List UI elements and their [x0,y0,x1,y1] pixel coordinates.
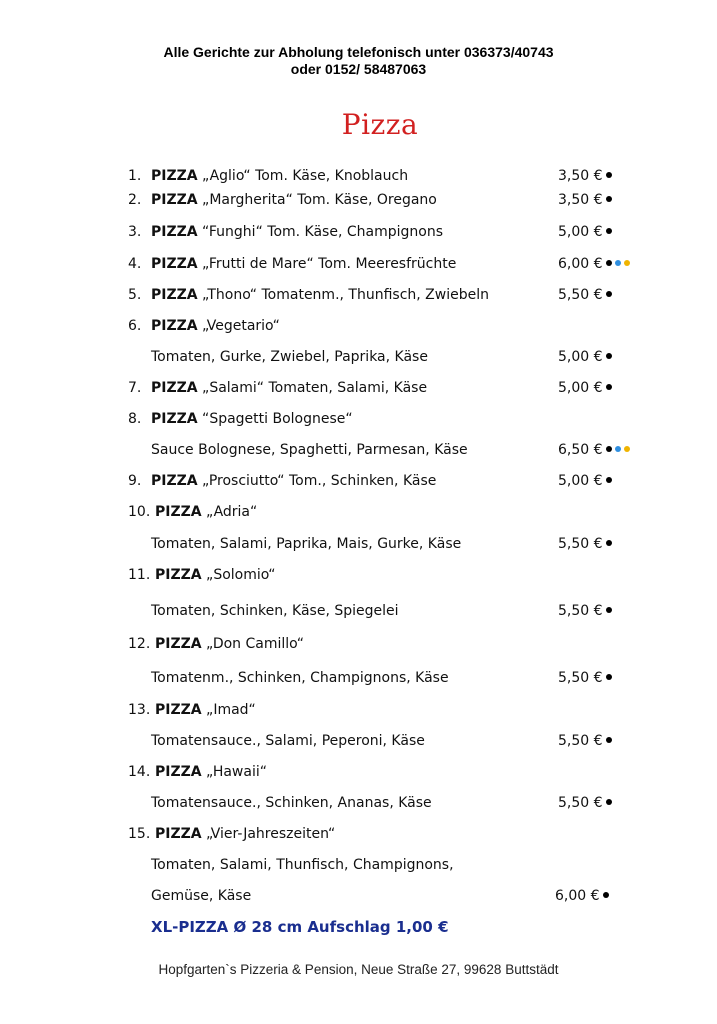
menu-item-text: „Hawaii“ [201,764,267,780]
menu-item-description [151,188,437,212]
menu-row [0,220,717,244]
menu-item-price [558,164,612,188]
menu-item-number: 15. [128,826,151,842]
menu-item-text: Tomatensauce., Salami, Peperoni, Käse [151,733,425,749]
menu-item-text: Tomaten, Gurke, Zwiebel, Paprika, Käse [151,349,428,365]
footer-address: Hopfgarten`s Pizzeria & Pension, Neue Straße 27, 99628 Buttstädt [158,962,559,977]
black-dot-icon [603,892,609,898]
menu-item-number: 8. [128,411,142,427]
black-dot-icon [606,353,612,359]
menu-item-price [555,884,609,908]
menu-item-keyword: PIZZA [151,411,198,427]
price-text: 5,50 € [558,795,603,811]
menu-item-description [151,532,461,556]
menu-item-price [558,729,612,753]
black-dot-icon [606,260,612,266]
xl-pizza-note: XL-PIZZA Ø 28 cm Aufschlag 1,00 € [151,918,449,936]
menu-item-number: 10. [128,504,151,520]
menu-item-text: „Vier-Jahreszeiten“ [201,826,336,842]
black-dot-icon [606,446,612,452]
menu-item-text: Tomaten, Salami, Paprika, Mais, Gurke, Käse [151,536,462,552]
menu-row [0,822,717,846]
yellow-dot-icon [624,446,630,452]
menu-item-text: Tomaten, Salami, Thunfisch, Champignons, [151,857,454,873]
black-dot-icon [606,737,612,743]
menu-item-number: 12. [128,636,151,652]
menu-item-text: „Adria“ [201,504,258,520]
menu-item-keyword: PIZZA [151,473,198,489]
page-title: Pizza [341,108,419,141]
price-text: 3,50 € [558,168,603,184]
menu-item-keyword: PIZZA [151,287,198,303]
menu-item-text: „Vegetario“ [197,318,280,334]
price-text: 6,50 € [558,442,603,458]
yellow-dot-icon [624,260,630,266]
menu-item-text: Tomatensauce., Schinken, Ananas, Käse [151,795,432,811]
header-phone-line: Alle Gerichte zur Abholung telefonisch unter 036373/40743 [163,44,554,60]
menu-row [0,698,717,722]
menu-item-number: 6. [128,318,142,334]
menu-item-description [151,884,251,908]
price-text: 5,50 € [558,670,603,686]
menu-row [0,283,717,307]
black-dot-icon [606,196,612,202]
menu-item-keyword: PIZZA [155,826,202,842]
menu-item-number: 5. [128,287,142,303]
menu-item-price [558,376,612,400]
menu-item-number: 7. [128,380,142,396]
menu-row [0,376,717,400]
menu-item-text: “Spagetti Bolognese“ [197,411,353,427]
black-dot-icon [606,172,612,178]
price-text: 6,00 € [558,256,603,272]
menu-item-price [558,283,612,307]
menu-row [0,791,717,815]
menu-item-price [558,345,612,369]
menu-item-keyword: PIZZA [155,764,202,780]
menu-item-keyword: PIZZA [151,168,198,184]
blue-dot-icon [615,260,621,266]
header-mobile-line: oder 0152/ 58487063 [290,61,427,77]
menu-item-description [155,632,304,656]
menu-item-keyword: PIZZA [155,636,202,652]
menu-item-price [558,469,612,493]
menu-item-text: Tomaten, Schinken, Käse, Spiegelei [151,603,399,619]
menu-row [0,853,717,877]
menu-item-keyword: PIZZA [151,192,198,208]
menu-row [0,469,717,493]
black-dot-icon [606,477,612,483]
menu-item-keyword: PIZZA [155,702,202,718]
menu-row [0,407,717,431]
black-dot-icon [606,540,612,546]
menu-item-text: „Margherita“ Tom. Käse, Oregano [197,192,437,208]
black-dot-icon [606,607,612,613]
menu-row [0,729,717,753]
menu-row [0,500,717,524]
black-dot-icon [606,228,612,234]
menu-row [0,164,717,188]
price-text: 5,00 € [558,473,603,489]
menu-item-keyword: PIZZA [151,256,198,272]
menu-item-description [151,438,468,462]
menu-item-keyword: PIZZA [155,567,202,583]
menu-item-description [151,314,280,338]
menu-row [0,314,717,338]
menu-item-number: 14. [128,764,151,780]
menu-row [0,345,717,369]
menu-item-price [558,599,612,623]
menu-item-number: 13. [128,702,151,718]
menu-item-description [151,376,427,400]
menu-row [0,599,717,623]
menu-item-description [151,345,428,369]
menu-item-description [151,164,408,188]
menu-item-text: „Prosciutto“ Tom., Schinken, Käse [197,473,437,489]
price-text: 5,50 € [558,536,603,552]
menu-row [0,884,717,908]
black-dot-icon [606,384,612,390]
menu-item-text: „Thono“ Tomatenm., Thunfisch, Zwiebeln [197,287,489,303]
menu-item-text: „Don Camillo“ [201,636,304,652]
menu-item-text: „Frutti de Mare“ Tom. Meeresfrüchte [197,256,457,272]
menu-item-number: 1. [128,168,142,184]
menu-item-text: „Imad“ [201,702,256,718]
menu-item-text: „Salami“ Tomaten, Salami, Käse [197,380,428,396]
menu-item-price [558,438,630,462]
menu-item-description [151,791,432,815]
menu-item-price [558,188,612,212]
menu-item-text: Sauce Bolognese, Spaghetti, Parmesan, Käse [151,442,468,458]
menu-item-keyword: PIZZA [151,224,198,240]
black-dot-icon [606,291,612,297]
menu-row [0,188,717,212]
menu-row [0,532,717,556]
menu-item-description [155,698,256,722]
price-text: 3,50 € [558,192,603,208]
menu-item-price [558,791,612,815]
menu-item-text: “Funghi“ Tom. Käse, Champignons [197,224,443,240]
menu-item-number: 9. [128,473,142,489]
menu-item-description [155,500,257,524]
menu-row [0,563,717,587]
menu-item-keyword: PIZZA [155,504,202,520]
menu-item-text: „Aglio“ Tom. Käse, Knoblauch [197,168,409,184]
menu-item-description [155,563,276,587]
menu-item-keyword: PIZZA [151,380,198,396]
menu-item-description [155,760,267,784]
menu-item-description [151,666,449,690]
menu-item-description [155,822,335,846]
menu-item-price [558,666,612,690]
menu-item-text: Gemüse, Käse [151,888,252,904]
menu-item-price [558,220,612,244]
menu-item-description [151,469,436,493]
menu-item-description [151,853,454,877]
menu-item-description [151,599,399,623]
black-dot-icon [606,674,612,680]
price-text: 5,00 € [558,380,603,396]
menu-item-price [558,532,612,556]
menu-row [0,666,717,690]
menu-item-price [558,252,630,276]
price-text: 5,00 € [558,349,603,365]
menu-item-number: 3. [128,224,142,240]
menu-item-description [151,729,425,753]
blue-dot-icon [615,446,621,452]
menu-item-description [151,220,443,244]
menu-item-text: „Solomio“ [201,567,276,583]
menu-item-number: 11. [128,567,151,583]
menu-item-description [151,252,456,276]
price-text: 5,50 € [558,733,603,749]
menu-row [0,252,717,276]
menu-item-description [151,283,489,307]
menu-item-text: Tomatenm., Schinken, Champignons, Käse [151,670,449,686]
menu-item-keyword: PIZZA [151,318,198,334]
price-text: 5,00 € [558,224,603,240]
menu-row [0,438,717,462]
price-text: 5,50 € [558,287,603,303]
black-dot-icon [606,799,612,805]
menu-row [0,632,717,656]
price-text: 5,50 € [558,603,603,619]
menu-item-description [151,407,353,431]
menu-row [0,760,717,784]
menu-item-number: 2. [128,192,142,208]
price-text: 6,00 € [555,888,600,904]
menu-item-number: 4. [128,256,142,272]
